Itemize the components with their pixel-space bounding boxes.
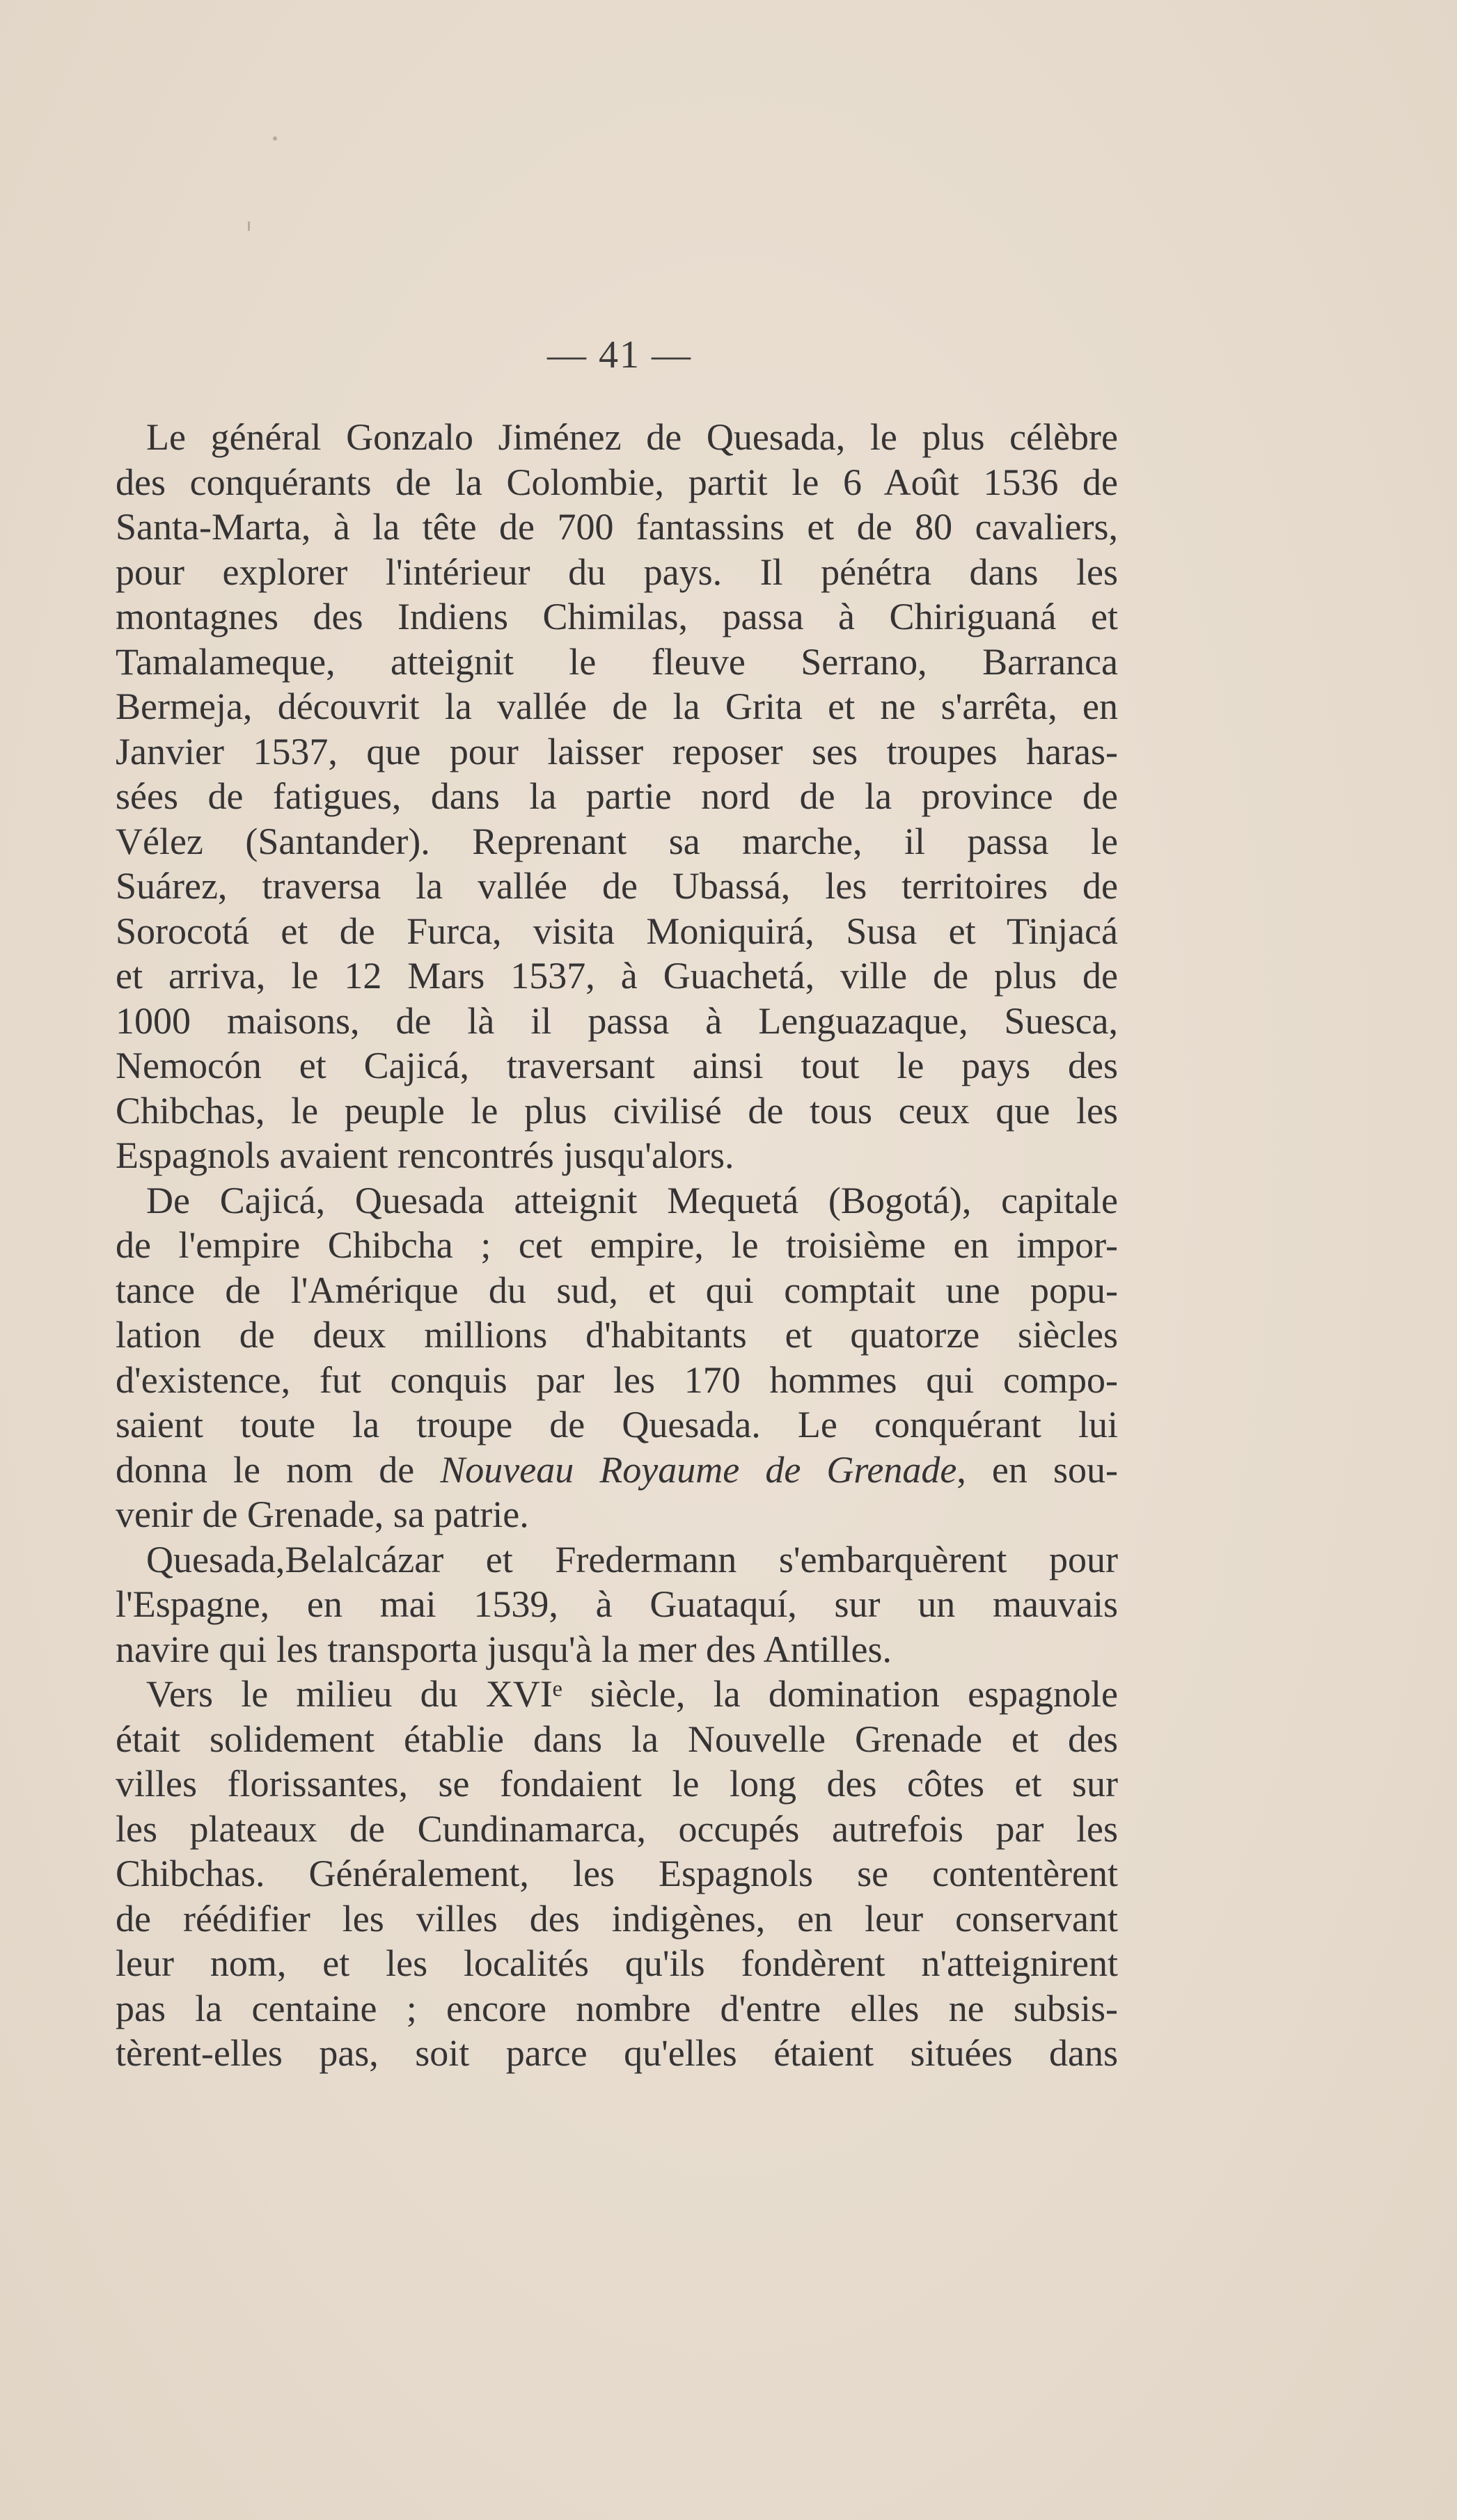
text-line: Le général Gonzalo Jiménez de Quesada, le plus célèbre (146, 416, 1118, 458)
text-line: Santa-Marta, à la tête de 700 fantassins et de 80 cavaliers, (116, 506, 1118, 548)
text-line: leur nom, et les localités qu'ils fondèrent n'atteignirent (116, 1942, 1118, 1984)
text-line: Bermeja, découvrit la vallée de la Grita et ne s'arrêta, en (116, 686, 1118, 727)
text-line: était solidement établie dans la Nouvelle Grenade et des (116, 1718, 1118, 1760)
text-fragment: donna le nom de (116, 1448, 441, 1491)
text-line: Quesada,Belalcázar et Fredermann s'embarquèrent pour (146, 1538, 1118, 1580)
page-number: — 41 — (547, 333, 692, 377)
text-line: des conquérants de la Colombie, partit le 6 Août 1536 de (116, 461, 1118, 503)
text-line: De Cajicá, Quesada atteignit Mequetá (Bogotá), capitale (146, 1179, 1118, 1221)
text-line: d'existence, fut conquis par les 170 hommes qui compo- (116, 1358, 1118, 1401)
italic-title: Nouveau Royaume de Grenade (440, 1448, 957, 1491)
text-line: lation de deux millions d'habitants et quatorze siècles (116, 1314, 1118, 1356)
text-line: pas la centaine ; encore nombre d'entre elles ne subsis- (116, 1987, 1118, 2029)
text-line: Janvier 1537, que pour laisser reposer ses troupes haras- (116, 730, 1118, 772)
text-line: Tamalameque, atteignit le fleuve Serrano, Barranca (116, 640, 1118, 683)
text-line: Vers le milieu du XVIᵉ siècle, la domination espagnole (146, 1673, 1118, 1715)
text-line: Chibchas. Généralement, les Espagnols se contentèrent (116, 1853, 1118, 1894)
text-line: Sorocotá et de Furca, visita Moniquirá, Susa et Tinjacá (116, 910, 1118, 952)
text-line: pour explorer l'intérieur du pays. Il pénétra dans les (116, 550, 1118, 593)
text-line: venir de Grenade, sa patrie. (116, 1493, 529, 1535)
text-line: et arriva, le 12 Mars 1537, à Guachetá, ville de plus de (116, 955, 1118, 997)
paper-speck (273, 136, 277, 141)
text-line (116, 1448, 1118, 1493)
text-line: tèrent-elles pas, soit parce qu'elles étaient situées dans (116, 2032, 1118, 2074)
text-line: saient toute la troupe de Quesada. Le conquérant lui (116, 1404, 1118, 1445)
text-fragment: , en sou- (956, 1448, 1118, 1491)
text-line: l'Espagne, en mai 1539, à Guataquí, sur un mauvais (116, 1583, 1118, 1625)
text-line: Nemocón et Cajicá, traversant ainsi tout le pays des (116, 1045, 1118, 1086)
text-line: de réédifier les villes des indigènes, en leur conservant (116, 1897, 1118, 1940)
text-line: Chibchas, le peuple le plus civilisé de tous ceux que les (116, 1089, 1118, 1132)
text-line: Suárez, traversa la vallée de Ubassá, les territoires de (116, 865, 1118, 907)
text-line: villes florissantes, se fondaient le long des côtes et sur (116, 1763, 1118, 1805)
text-line: sées de fatigues, dans la partie nord de la province de (116, 775, 1118, 817)
text-line: Vélez (Santander). Reprenant sa marche, il passa le (116, 820, 1118, 862)
text-line: Espagnols avaient rencontrés jusqu'alors. (116, 1134, 734, 1176)
paper-mark (248, 221, 250, 231)
text-line: de l'empire Chibcha ; cet empire, le troisième en impor- (116, 1224, 1118, 1266)
text-line: tance de l'Amérique du sud, et qui comptait une popu- (116, 1269, 1118, 1311)
body-text (116, 415, 1118, 2076)
text-line: navire qui les transporta jusqu'à la mer des Antilles. (116, 1628, 892, 1670)
text-line: les plateaux de Cundinamarca, occupés autrefois par les (116, 1807, 1118, 1850)
text-line: montagnes des Indiens Chimilas, passa à Chiriguaná et (116, 596, 1118, 637)
text-line: 1000 maisons, de là il passa à Lenguazaque, Suesca, (116, 999, 1118, 1042)
